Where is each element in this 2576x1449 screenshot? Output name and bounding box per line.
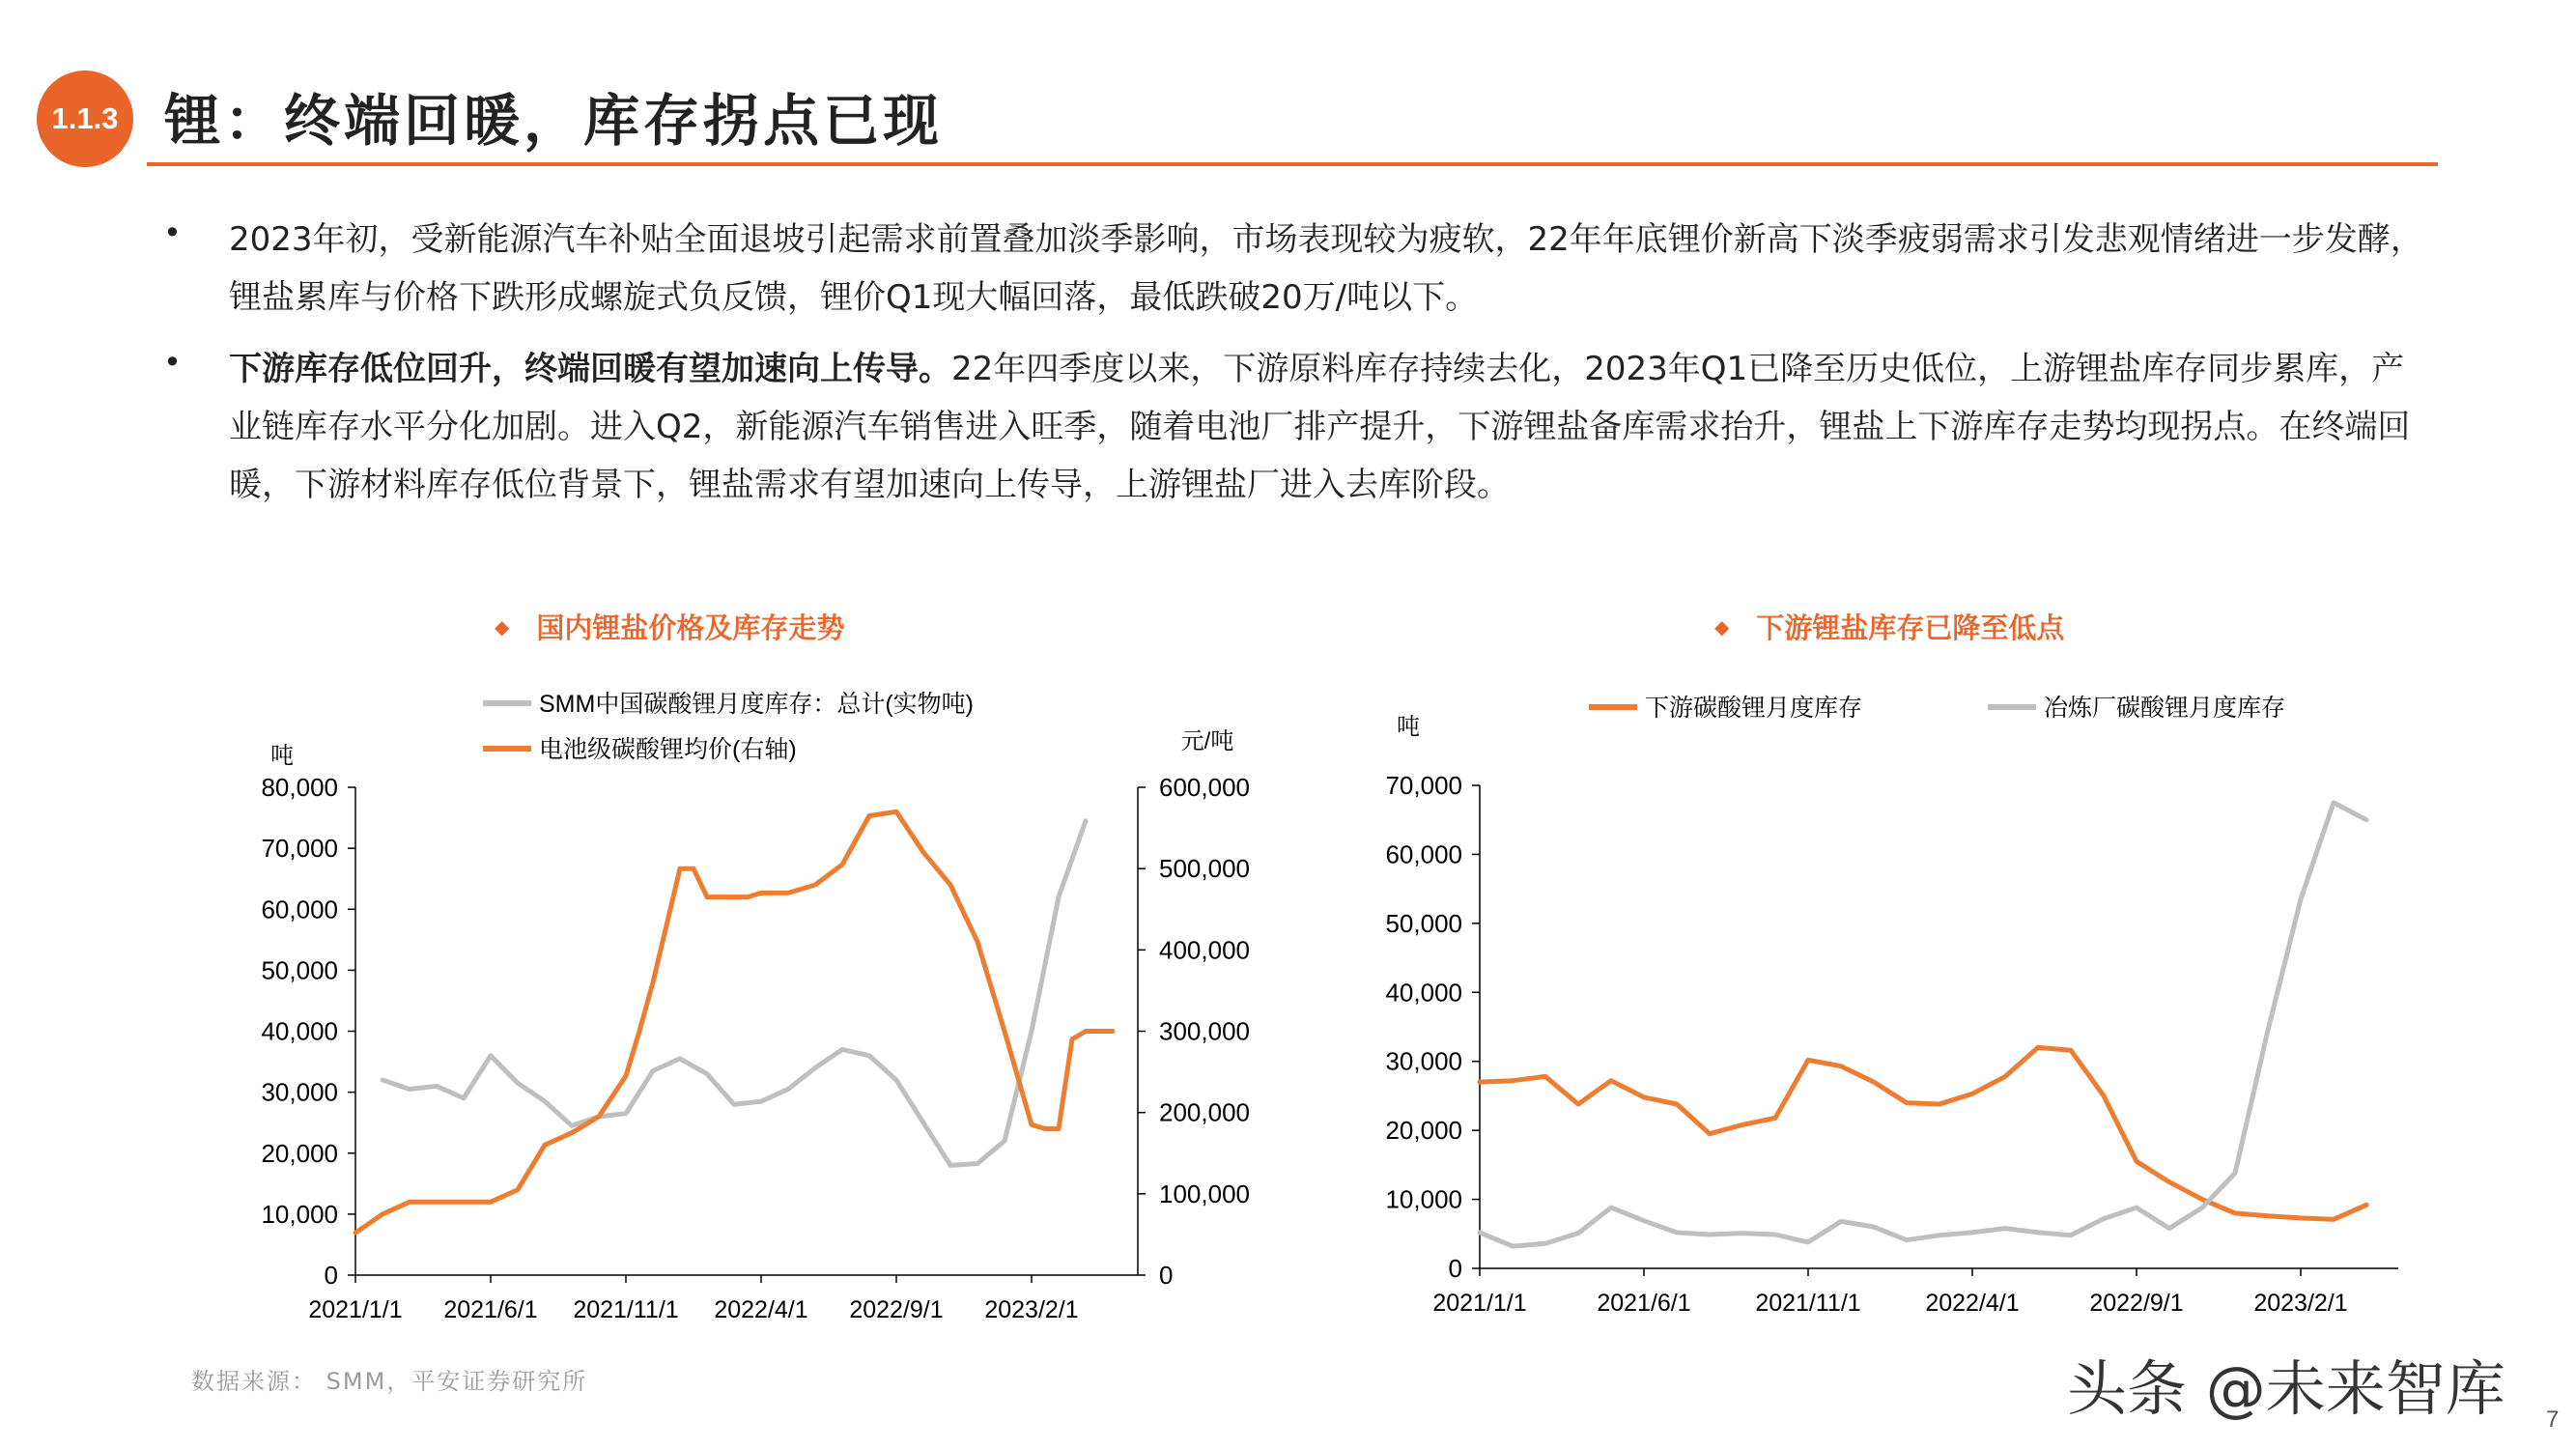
chart1-left-tick-label: 70,000 [261, 834, 338, 864]
section-number: 1.1.3 [51, 101, 119, 135]
chart2-legend-label-2: 冶炼厂碳酸锂月度库存 [2044, 695, 2286, 722]
chart1-right-tick-label: 200,000 [1159, 1097, 1250, 1127]
chart1-series-1-line [382, 821, 1086, 1166]
chart1-left-tick-label: 40,000 [261, 1016, 338, 1046]
chart1-left-unit: 吨 [270, 743, 294, 769]
bullet-body-2: 22年四季度以来，下游原料库存持续去化，2023年Q1已降至历史低位，上游锂盐库存同步累库，产业链库存水平分化加剧。进入Q2，新能源汽车销售进入旺季，随着电池厂排产提升，下游锂盐备库需求抬升，锂盐上下游库存走势均现拐点。在终端回暖，下游材料库存低位背景下，锂盐需求有望加速向上传导，上游锂盐厂进入去库阶段。 [229, 350, 2411, 504]
chart1-right-tick-label: 300,000 [1159, 1016, 1250, 1046]
chart1-left-tick-label: 50,000 [261, 955, 338, 985]
chart1-left-tick-label: 60,000 [261, 895, 338, 924]
chart1-right-unit: 元/吨 [1180, 728, 1234, 754]
chart1-right-tick-label: 0 [1159, 1261, 1174, 1290]
chart2-left-tick-label: 20,000 [1385, 1116, 1462, 1146]
chart2-left-tick-label: 50,000 [1385, 908, 1462, 938]
chart1-x-tick-label: 2022/9/1 [849, 1296, 944, 1323]
page-title: 锂：终端回暖，库存拐点已现 [164, 88, 944, 154]
data-source-note: 数据来源： SMM，平安证券研究所 [191, 1368, 588, 1395]
chart1-x-tick-label: 2023/2/1 [984, 1296, 1079, 1323]
chart1-right-tick-label: 100,000 [1159, 1179, 1250, 1208]
chart1-legend-label-2: 电池级碳酸锂均价(右轴) [539, 736, 797, 763]
chart2-x-tick-label: 2022/9/1 [2089, 1290, 2184, 1317]
chart2-series-1-line [1480, 1047, 2366, 1219]
chart1-right-tick-label: 600,000 [1159, 773, 1250, 802]
bullet-dot-icon: • [163, 214, 182, 251]
bullet-bold-2: 下游库存低位回升，终端回暖有望加速向上传导。 [229, 350, 951, 388]
chart2-x-tick-label: 2022/4/1 [1925, 1290, 2020, 1317]
chart2-x-tick-label: 2023/2/1 [2253, 1290, 2348, 1317]
chart2-x-tick-label: 2021/11/1 [1755, 1290, 1861, 1317]
watermark: 头条 @未来智库 [2067, 1353, 2505, 1424]
chart2-left-tick-label: 10,000 [1385, 1184, 1462, 1214]
chart2-title-text: 下游锂盐库存已降至低点 [1756, 611, 2065, 644]
chart1-right-tick-label: 500,000 [1159, 854, 1250, 884]
chart1-series-2-line [355, 811, 1113, 1233]
chart1-x-tick-label: 2021/11/1 [573, 1296, 679, 1323]
chart1-left-tick-label: 0 [324, 1261, 338, 1290]
bullet-dot-icon: • [163, 344, 182, 381]
chart2-x-tick-label: 2021/6/1 [1597, 1290, 1691, 1317]
diamond-icon: ◆ [495, 615, 510, 639]
diamond-icon: ◆ [1714, 615, 1730, 639]
page-number: 7 [2546, 1406, 2560, 1433]
chart1-x-tick-label: 2021/1/1 [308, 1296, 403, 1323]
chart1-right-tick-label: 400,000 [1159, 935, 1250, 965]
chart1-x-tick-label: 2021/6/1 [443, 1296, 538, 1323]
chart2-left-tick-label: 30,000 [1385, 1046, 1462, 1076]
chart2-left-tick-label: 0 [1448, 1254, 1462, 1283]
bullet-body-1: 2023年初，受新能源汽车补贴全面退坡引起需求前置叠加淡季影响，市场表现较为疲软，22年年底锂价新高下淡季疲弱需求引发悲观情绪进一步发酵，锂盐累库与价格下跌形成螺旋式负反馈，锂价Q1现大幅回落，最低跌破20万/吨以下。 [229, 220, 2423, 317]
chart1-left-tick-label: 10,000 [261, 1199, 338, 1229]
chart2-left-tick-label: 70,000 [1385, 771, 1462, 800]
chart2-series-2-line [1480, 803, 2366, 1246]
chart1-left-tick-label: 30,000 [261, 1077, 338, 1107]
chart1-legend-label-1: SMM中国碳酸锂月度库存：总计(实物吨) [539, 691, 974, 718]
chart1-title-text: 国内锂盐价格及库存走势 [536, 611, 845, 644]
chart1-left-tick-label: 80,000 [261, 773, 338, 802]
chart2-x-tick-label: 2021/1/1 [1432, 1290, 1527, 1317]
chart1-x-tick-label: 2022/4/1 [714, 1296, 808, 1323]
chart1-left-tick-label: 20,000 [261, 1138, 338, 1168]
chart2-left-unit: 吨 [1397, 714, 1420, 740]
chart2-left-tick-label: 60,000 [1385, 839, 1462, 869]
chart2-legend-label-1: 下游碳酸锂月度库存 [1645, 695, 1863, 722]
chart2-left-tick-label: 40,000 [1385, 978, 1462, 1008]
